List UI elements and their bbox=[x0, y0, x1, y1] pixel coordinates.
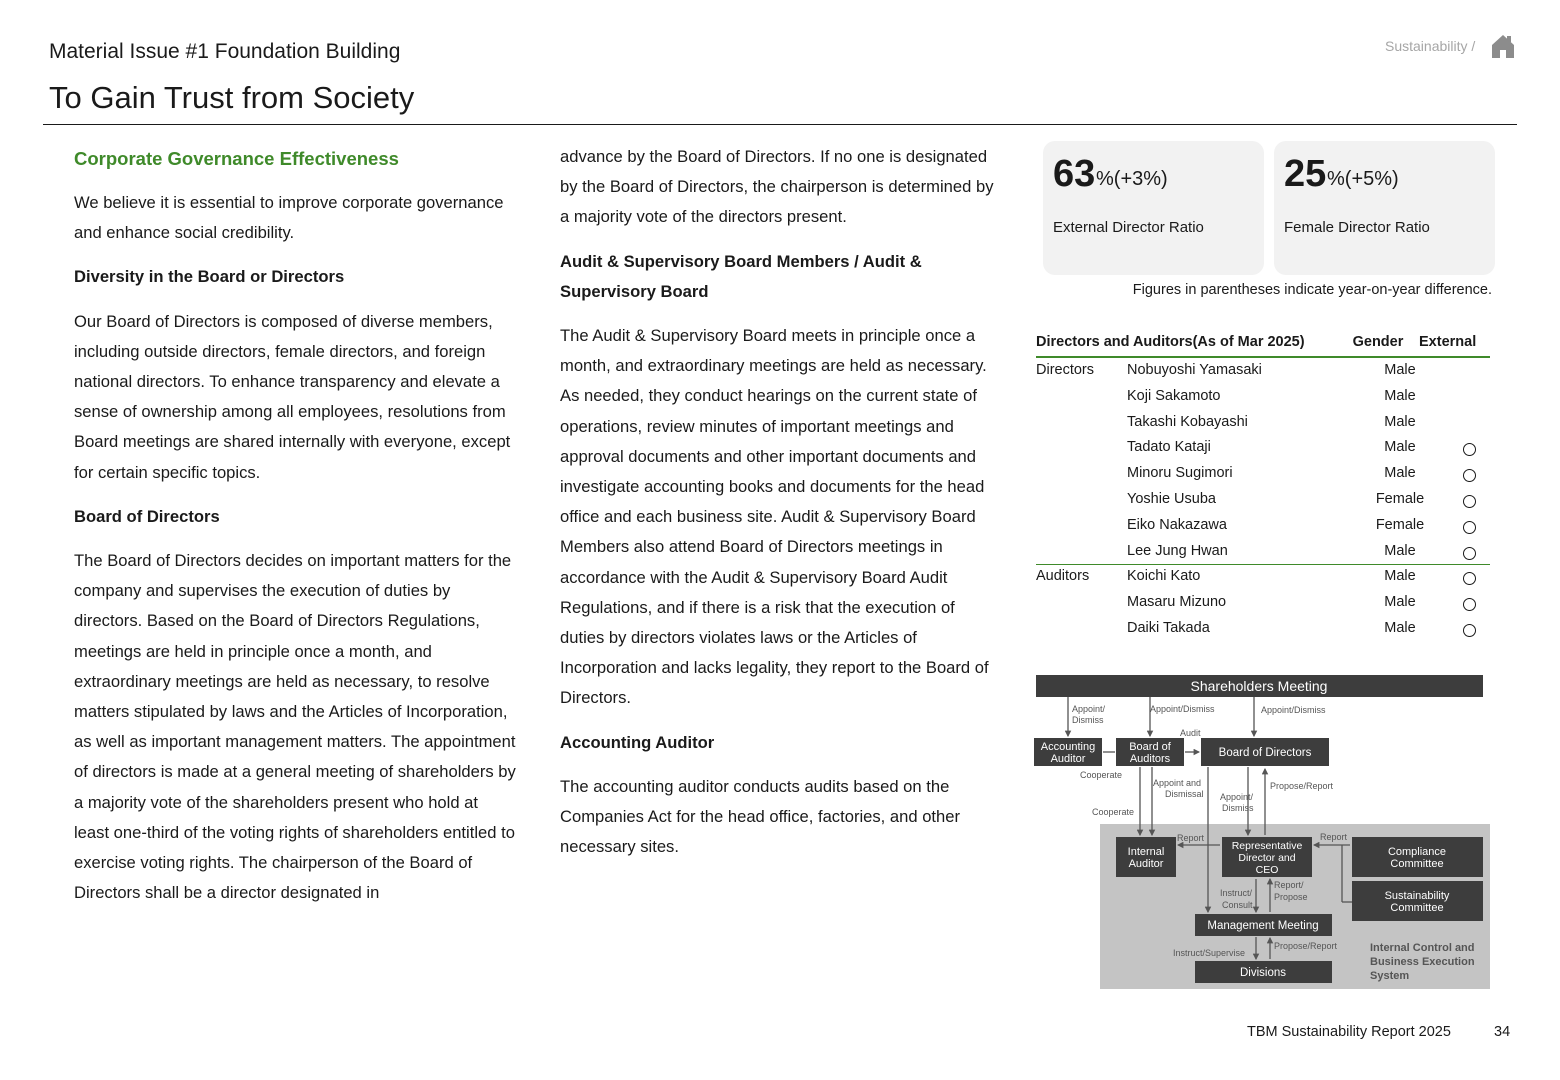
propose-report-label: Propose/Report bbox=[1274, 941, 1338, 951]
accounting-paragraph: The accounting auditor conducts audits based on the Companies Act for the head office, factories, and other necessary sites. bbox=[560, 776, 961, 857]
header-divider bbox=[43, 124, 1517, 125]
name-cell: Eiko Nakazawa bbox=[1127, 516, 1227, 533]
name-cell: Koichi Kato bbox=[1127, 568, 1201, 585]
board-paragraph-continued: advance by the Board of Directors. If no one is designated by the Board of Directors, the chairperson is determined by a majority vote of the directors present. bbox=[560, 147, 994, 227]
audit-heading: Audit & Supervisory Board Members / Audit & Supervisory Board bbox=[560, 251, 922, 301]
external-circle-icon bbox=[1463, 598, 1476, 611]
external-circle-icon bbox=[1463, 572, 1476, 585]
external-circle-icon bbox=[1463, 495, 1476, 508]
report-label: Report bbox=[1320, 832, 1348, 842]
section-heading: Corporate Governance Effectiveness bbox=[74, 148, 399, 169]
diversity-heading: Diversity in the Board or Directors bbox=[74, 267, 345, 287]
system-label-2: Business Execution bbox=[1370, 956, 1475, 968]
home-icon[interactable] bbox=[1490, 33, 1516, 59]
page-subtitle: Material Issue #1 Foundation Building bbox=[49, 40, 401, 63]
name-cell: Lee Jung Hwan bbox=[1127, 542, 1228, 559]
external-circle-icon bbox=[1463, 624, 1476, 637]
stat-card-female-ratio bbox=[1274, 141, 1495, 275]
stat-change: %(+3%) bbox=[1096, 168, 1168, 190]
instruct-supervise-label: Instruct/Supervise bbox=[1173, 948, 1246, 958]
shareholders-label: Shareholders Meeting bbox=[1190, 678, 1328, 694]
table-row bbox=[1036, 513, 1490, 539]
name-cell: Tadato Kataji bbox=[1127, 439, 1211, 456]
cooperate-label: Cooperate bbox=[1080, 770, 1123, 780]
appoint-dismiss-label: Dismiss bbox=[1072, 715, 1104, 725]
name-cell: Minoru Sugimori bbox=[1127, 465, 1233, 482]
table-title: Directors and Auditors(As of Mar 2025) bbox=[1036, 334, 1305, 350]
audit-paragraph: The Audit & Supervisory Board meets in principle once a month, and extraordinary meetings are held as necessary. As needed, they conduct hearings on the current state of operations, review minutes of important meetings and approval documents and other important documents and investigate accounting books and documents for the head office and each business site. Audit & Supervisory Board Members also attend Board of Directors meetings in accordance with the Audit & Supervisory Board Audit Regulations, and if there is a risk that the execution of duties by directors violates laws or the Articles of Incorporation and lacks legality, they report to the Board of Directors. bbox=[560, 326, 989, 708]
divisions-label: Divisions bbox=[1239, 967, 1287, 979]
stat-label: External Director Ratio bbox=[1053, 219, 1204, 236]
external-header: External bbox=[1419, 334, 1477, 350]
role-cell: Auditors bbox=[1036, 568, 1090, 585]
system-label-1: Internal Control and bbox=[1370, 942, 1475, 954]
external-circle-icon bbox=[1463, 469, 1476, 482]
table-body bbox=[1036, 358, 1490, 642]
name-cell: Takashi Kobayashi bbox=[1127, 413, 1248, 430]
appoint-dismiss-label: Appoint/ bbox=[1220, 792, 1254, 802]
board-paragraph: The Board of Directors decides on important matters for the company and supervises the execution of duties by directors. Based on the Board of Directors Regulations, meetings are held in principle once a month, and extraordinary meetings are held as necessary, to resolve matters stipulated by laws and the Articles of Incorporation, as well as important management matters. The appointment of directors is made at a general meeting of shareholders by a majority vote of the shareholders present who hold at least one-third of the voting rights of shareholders entitled to exercise voting rights. The chairperson of the Board of Directors shall be a director designated in bbox=[74, 551, 516, 903]
role-cell: Directors bbox=[1036, 362, 1095, 378]
stats-footnote: Figures in parentheses indicate year-on-year difference. bbox=[1132, 282, 1492, 298]
appoint-dismiss-label: Appoint/ bbox=[1072, 704, 1106, 714]
column-left bbox=[74, 144, 516, 922]
table-row bbox=[1036, 461, 1490, 487]
stat-value: 25 bbox=[1284, 153, 1327, 195]
audit-label: Audit bbox=[1180, 728, 1201, 738]
name-cell: Masaru Mizuno bbox=[1127, 594, 1227, 611]
compliance-label-1: Compliance bbox=[1387, 846, 1447, 858]
accounting-auditor-label-2: Auditor bbox=[1050, 753, 1086, 765]
diversity-paragraph: Our Board of Directors is composed of diverse members, including outside directors, female directors, and foreign national directors. To enhance transparency and elevate a sense of ownership among all employees, resolutions from Board meetings are shared internally with everyone, except for certain specific topics. bbox=[74, 311, 511, 482]
gender-cell: Female bbox=[1375, 490, 1425, 507]
name-cell: Koji Sakamoto bbox=[1127, 387, 1221, 404]
propose-report-label: Propose/Report bbox=[1270, 781, 1334, 791]
table-row bbox=[1036, 384, 1490, 410]
instruct-consult-label: Instruct/ bbox=[1220, 888, 1253, 898]
stat-label: Female Director Ratio bbox=[1284, 219, 1430, 236]
appoint-dismissal-label: Appoint and bbox=[1153, 778, 1202, 788]
gender-cell: Male bbox=[1384, 465, 1416, 482]
rep-director-label-2: Director and bbox=[1238, 852, 1296, 864]
table-row bbox=[1036, 590, 1490, 616]
column-middle bbox=[560, 142, 1002, 876]
directors-table bbox=[1036, 330, 1490, 642]
table-row bbox=[1036, 435, 1490, 461]
gender-cell: Male bbox=[1384, 439, 1416, 456]
system-label-3: System bbox=[1370, 970, 1410, 982]
table-row bbox=[1036, 487, 1490, 513]
appoint-dismissal-label: Dismissal bbox=[1165, 789, 1204, 799]
table-row bbox=[1036, 358, 1490, 384]
external-circle-icon bbox=[1463, 521, 1476, 534]
board-heading: Board of Directors bbox=[74, 506, 220, 526]
external-circle-icon bbox=[1463, 547, 1476, 560]
stat-value: 63 bbox=[1053, 153, 1096, 195]
report-propose-label: Propose bbox=[1274, 892, 1308, 902]
compliance-label-2: Committee bbox=[1390, 858, 1444, 870]
page-number: 34 bbox=[1494, 1024, 1511, 1040]
management-meeting-label: Management Meeting bbox=[1207, 920, 1319, 932]
appoint-dismiss-label: Appoint/Dismiss bbox=[1150, 704, 1215, 714]
appoint-dismiss-label: Dismiss bbox=[1222, 803, 1254, 813]
report-propose-label: Report/ bbox=[1274, 880, 1304, 890]
internal-auditor-label-2: Auditor bbox=[1128, 858, 1164, 870]
breadcrumb[interactable]: Sustainability / bbox=[1385, 38, 1476, 54]
sustainability-label-2: Committee bbox=[1390, 902, 1444, 914]
table-row bbox=[1036, 539, 1490, 565]
table-row bbox=[1036, 616, 1490, 642]
gender-cell: Male bbox=[1384, 619, 1416, 636]
accounting-heading: Accounting Auditor bbox=[560, 732, 715, 752]
external-circle-icon bbox=[1463, 443, 1476, 456]
board-of-directors-label: Board of Directors bbox=[1218, 747, 1312, 759]
footer-report-name: TBM Sustainability Report 2025 bbox=[1247, 1024, 1451, 1040]
gender-cell: Male bbox=[1384, 413, 1416, 430]
governance-diagram bbox=[1030, 670, 1490, 995]
table-header bbox=[1036, 330, 1490, 358]
stat-change: %(+5%) bbox=[1327, 168, 1399, 190]
internal-auditor-label-1: Internal bbox=[1127, 846, 1165, 858]
name-cell: Yoshie Usuba bbox=[1127, 490, 1216, 507]
cooperate-label: Cooperate bbox=[1092, 807, 1135, 817]
gender-cell: Male bbox=[1384, 542, 1416, 559]
intro-paragraph: We believe it is essential to improve corporate governance and enhance social credibility. bbox=[74, 193, 504, 243]
sustainability-label-1: Sustainability bbox=[1384, 890, 1450, 902]
gender-cell: Female bbox=[1375, 516, 1425, 533]
page-title: To Gain Trust from Society bbox=[49, 80, 415, 115]
name-cell: Daiki Takada bbox=[1127, 619, 1210, 636]
gender-cell: Male bbox=[1384, 362, 1416, 378]
name-cell: Nobuyoshi Yamasaki bbox=[1127, 362, 1262, 378]
gender-cell: Male bbox=[1384, 568, 1416, 585]
table-row bbox=[1036, 410, 1490, 436]
rep-director-label-3: CEO bbox=[1255, 864, 1279, 876]
rep-director-label-1: Representative bbox=[1231, 840, 1303, 852]
board-of-auditors-label-1: Board of bbox=[1129, 741, 1171, 753]
instruct-consult-label: Consult bbox=[1222, 900, 1253, 910]
gender-cell: Male bbox=[1384, 594, 1416, 611]
report-label: Report bbox=[1177, 833, 1205, 843]
board-of-auditors-label-2: Auditors bbox=[1129, 753, 1171, 765]
gender-header: Gender bbox=[1352, 334, 1404, 350]
accounting-auditor-label-1: Accounting bbox=[1040, 741, 1096, 753]
table-row bbox=[1036, 564, 1490, 590]
gender-cell: Male bbox=[1384, 387, 1416, 404]
stat-card-external-ratio bbox=[1043, 141, 1264, 275]
appoint-dismiss-label: Appoint/Dismiss bbox=[1261, 705, 1326, 715]
